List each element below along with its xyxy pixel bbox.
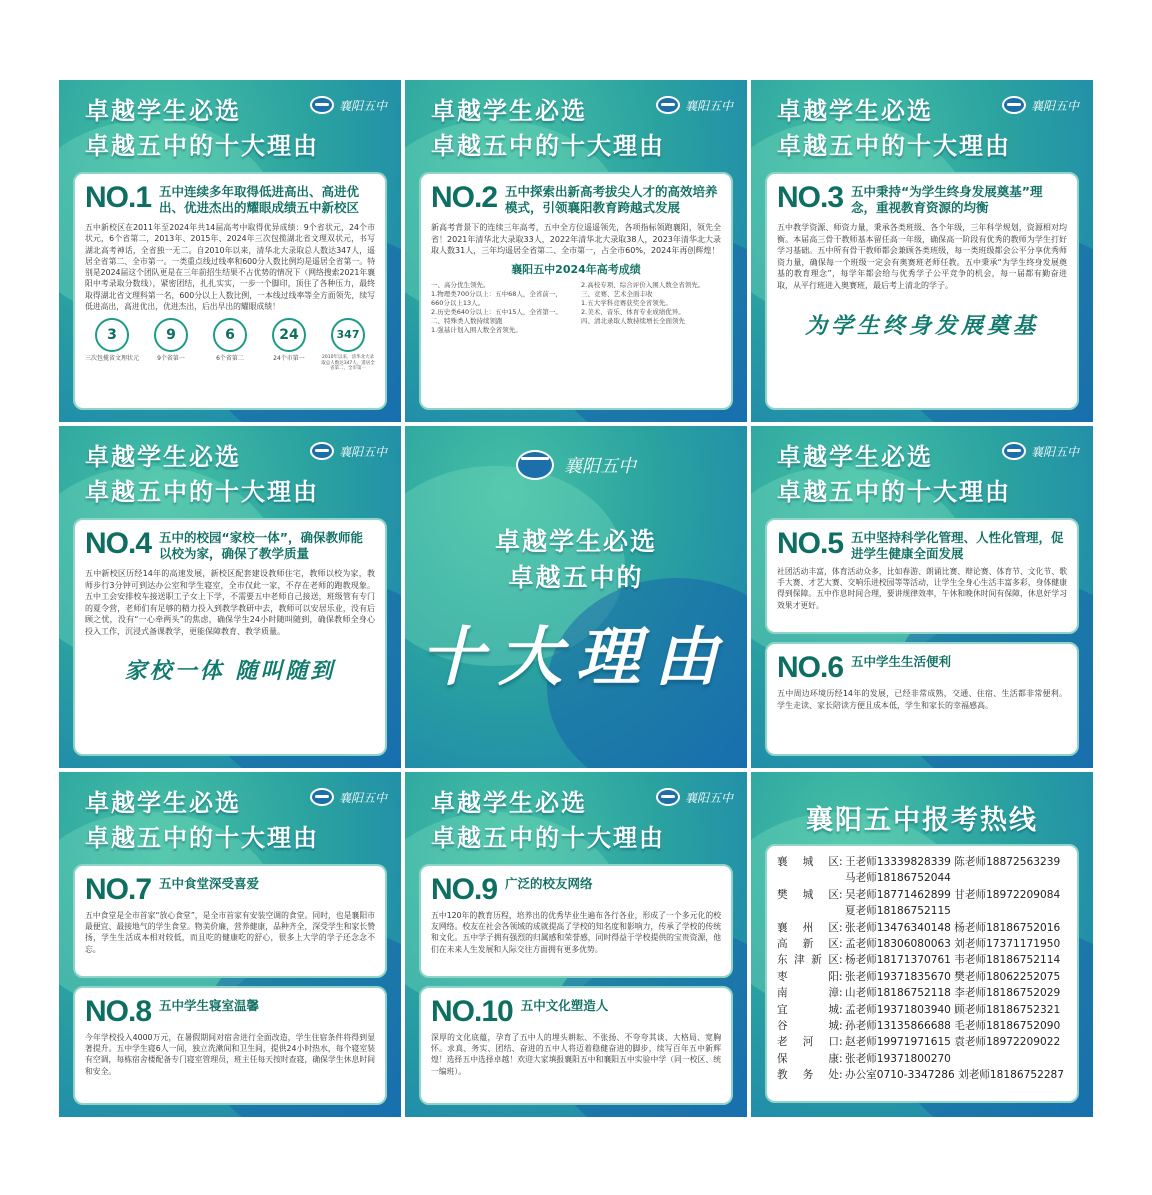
logo-text: 襄阳五中: [1030, 444, 1079, 459]
colon: :: [839, 954, 843, 967]
poster-grid: [59, 80, 1093, 1117]
school-logo-large: [405, 450, 747, 480]
hotline-title: 襄阳五中报考热线: [806, 805, 1038, 836]
tile-header: [85, 94, 319, 164]
colon: :: [839, 1069, 843, 1082]
reason-tile-1: [59, 80, 401, 422]
tile-header: [431, 94, 665, 164]
stat-number: 3: [95, 318, 129, 352]
reason-title: 五中坚持科学化管理、人性化管理，促进学生健康全面发展: [851, 530, 1064, 561]
contact-numbers[interactable]: 张老师19371800270: [845, 1052, 951, 1065]
results-subtitle: 襄阳五中2024年高考成绩: [511, 262, 641, 276]
list-item: 2.美术、音乐、体育专业成绩优异。: [581, 307, 685, 316]
stat-item: [144, 318, 198, 372]
list-item: 1.物理类700分以上：五中68人，全省前一，660分以上13人。: [431, 289, 562, 307]
logo-text: 襄阳五中: [338, 790, 387, 805]
contact-numbers[interactable]: 吴老师18771462899 甘老师18972209084: [845, 888, 1061, 901]
hotline-row: [777, 985, 1067, 1001]
school-emblem-icon: [1002, 442, 1026, 460]
reason-card: [765, 518, 1079, 634]
district-label: [777, 903, 839, 919]
header-line2: 卓越五中的十大理由: [85, 478, 319, 506]
logo-text: 襄阳五中: [564, 456, 636, 477]
logo-text: 襄阳五中: [338, 98, 387, 113]
reason-number: NO.7: [85, 873, 152, 906]
reason-card: [73, 172, 387, 410]
tile-header: [85, 786, 319, 856]
header-line2: 卓越五中的十大理由: [431, 824, 665, 852]
stat-number: 24: [272, 318, 306, 352]
school-emblem-icon: [656, 96, 680, 114]
header-line2: 卓越五中的十大理由: [431, 132, 665, 160]
stat-number: 9: [154, 318, 188, 352]
hotline-row: [777, 1051, 1067, 1067]
school-emblem-icon: [516, 450, 554, 480]
district-label: 宜城: [777, 1003, 839, 1016]
contact-numbers[interactable]: 孟老师18306080063 刘老师17371171950: [845, 938, 1061, 951]
hotline-row: [777, 920, 1067, 936]
tile-header: [85, 440, 319, 510]
district-label: 东津新区: [777, 954, 839, 967]
hotline-row: [777, 870, 1067, 886]
colon: :: [839, 1052, 843, 1065]
district-label: 老河口: [777, 1036, 839, 1049]
reason-body: 新高考背景下的连续三年高考，五中全方位遥遥领先，各项指标领跑襄阳，领先全省！2021年清华北大录取33人，2022年清华北大录取38人，2023年清华北大录取人数31人，三年均遥居全省第二、全市第一，占全市60%，2024年再创辉煌！: [431, 223, 721, 255]
colon: :: [839, 921, 843, 934]
district-label: 枣阳: [777, 970, 839, 983]
reason-number: NO.8: [85, 995, 152, 1028]
contact-numbers[interactable]: 马老师18186752044: [845, 872, 951, 885]
reason-number: NO.9: [431, 873, 498, 906]
list-item: 二、特殊类人数持续领跑: [431, 316, 503, 325]
center-line2: 卓越五中的: [508, 563, 644, 592]
reason-number: NO.2: [431, 181, 498, 214]
reason-card: [765, 172, 1079, 410]
reason-title: 五中文化塑造人: [520, 998, 609, 1013]
reason-tile-3: [751, 80, 1093, 422]
stat-label: 24个市第一: [273, 355, 305, 363]
hotline-row: [777, 936, 1067, 952]
logo-text: 襄阳五中: [338, 444, 387, 459]
header-line1: 卓越学生必选: [777, 97, 933, 125]
header-line1: 卓越学生必选: [85, 97, 241, 125]
contact-numbers[interactable]: 孙老师13135866688 毛老师18186752090: [845, 1020, 1061, 1033]
contact-numbers[interactable]: 王老师13339828339 陈老师18872563239: [845, 856, 1061, 868]
school-emblem-icon: [1002, 96, 1026, 114]
header-line1: 卓越学生必选: [777, 443, 933, 471]
school-logo: [1002, 96, 1079, 114]
reason-body: 五中周边环境历经14年的发展，已经非常成熟，交通、住宿、生活都非常便利。学生走读、家长陪读方便且成本低，学生和家长的幸福感高。: [777, 689, 1067, 710]
colon: :: [839, 970, 843, 983]
hotline-row: [777, 1034, 1067, 1050]
tile-header: [431, 786, 665, 856]
reason-title: 广泛的校友网络: [505, 876, 593, 891]
header-line1: 卓越学生必选: [85, 443, 241, 471]
district-label: 襄城区: [777, 856, 839, 868]
list-item: 三、竞赛、艺术全面丰收: [581, 289, 653, 298]
reason-tile-4: [59, 426, 401, 768]
reason-body: 五中新校区在2011年至2024年共14届高考中取得优异成绩：9个省状元，24个市状元，6个省第二，2013年、2015年、2024年三次包揽湖北省文理双状元，书写湖北高考神话，全省独一无二。自2010年以来，清华北大录取总人数达347人，遥居全省第二、全市第一。一类重点线过线率和600分人数比例均是遥居全省第一。特别是2024届这个团队更是在三年前招生结果不占优势的情况下（网络搜索2021年襄阳中考录取分数线），紧密团结，扎扎实实，一步一个脚印，顶住了各种压力，最终取得湖北省文理科第一名，600分以上人数比例，一本线过线率等全方面领先，续写低进高出，高进优出，优进杰出，后出早出的耀眼成绩！: [85, 223, 375, 312]
reason-body: 深厚的文化底蕴，孕育了五中人的埋头耕耘、不张扬、不夸夸其谈、大格局、宽胸怀。求真、务实、团结、奋进的五中人将迈着稳健奋进的脚步，续写百年五中新辉煌！选择五中选择卓越！欢迎大家填报襄阳五中和襄阳五中实验中学（同一校区、统一编班）。: [431, 1033, 721, 1076]
calligraphy-slogan: 家校一体 随叫随到: [124, 657, 336, 684]
colon: :: [839, 856, 843, 868]
contact-numbers[interactable]: 办公室0710-3347286 刘老师18186752287: [845, 1069, 1065, 1082]
reason-title: 五中的校园“家校一体”，确保教师能以校为家，确保了教学质量: [159, 530, 363, 561]
reason-title: 五中学生寝室温馨: [159, 998, 260, 1013]
results-list: [431, 281, 721, 335]
reason-card: [419, 864, 733, 978]
contact-numbers[interactable]: 山老师18186752118 李老师18186752029: [845, 987, 1061, 1000]
reason-card: [73, 986, 387, 1105]
school-logo: [310, 96, 387, 114]
header-line2: 卓越五中的十大理由: [777, 478, 1011, 506]
logo-text: 襄阳五中: [684, 790, 733, 805]
colon: :: [839, 938, 843, 951]
reason-title: 五中学生生活便利: [851, 654, 952, 669]
reason-tile-2: [405, 80, 747, 422]
center-title-tile: [405, 426, 747, 768]
colon: :: [839, 1020, 843, 1033]
hotline-row: [777, 1018, 1067, 1034]
colon: :: [839, 888, 843, 901]
district-label: 高新区: [777, 938, 839, 951]
stat-number: 6: [213, 318, 247, 352]
header-line1: 卓越学生必选: [85, 789, 241, 817]
colon: :: [839, 987, 843, 1000]
logo-text: 襄阳五中: [1030, 98, 1079, 113]
reason-title: 五中秉持“为学生终身发展奠基”理念，重视教育资源的均衡: [851, 184, 1043, 215]
logo-text: 襄阳五中: [684, 98, 733, 113]
stats-row: [85, 318, 375, 372]
contact-numbers[interactable]: 孟老师19371803940 顾老师18186752321: [845, 1003, 1061, 1016]
hotline-row: [777, 952, 1067, 968]
reason-tile-5-6: [751, 426, 1093, 768]
stat-label: 2010年以来，清华北大录取总人数达347人，遥居全省第二，全市第一: [321, 355, 375, 372]
school-logo: [310, 442, 387, 460]
stat-label: 9个省第一: [157, 355, 185, 363]
hotline-row: [777, 1002, 1067, 1018]
hotline-row: [777, 903, 1067, 919]
list-item: 一、高分优生领先。: [431, 280, 490, 289]
district-label: 樊城区: [777, 888, 839, 901]
list-item: 2.高校专项、综合评价入围人数全省领先。: [581, 280, 705, 289]
stat-number: 347: [331, 318, 365, 352]
school-logo: [656, 96, 733, 114]
hotline-row: [777, 854, 1067, 870]
hotline-tile: [751, 772, 1093, 1117]
hotline-row: [777, 969, 1067, 985]
school-emblem-icon: [310, 442, 334, 460]
center-heading: [405, 524, 747, 596]
header-line2: 卓越五中的十大理由: [777, 132, 1011, 160]
reason-body: 五中食堂是全市首家“放心食堂”，是全市首家有安装空调的食堂。同时，也是襄阳市最便宜、最接地气的学生食堂。物美价廉，营养健康，品种齐全，深受学生和家长赞扬，学生生活成本相对较低，而且吃的健康吃的舒心，很多上大学的学子还念念不忘。: [85, 911, 375, 954]
contact-numbers[interactable]: 夏老师18186752115: [845, 905, 951, 918]
school-logo: [310, 788, 387, 806]
district-label: [777, 870, 839, 886]
contact-numbers[interactable]: 杨老师18171370761 韦老师18186752114: [845, 954, 1061, 967]
school-emblem-icon: [310, 96, 334, 114]
school-emblem-icon: [656, 788, 680, 806]
colon: :: [839, 1036, 843, 1049]
school-logo: [1002, 442, 1079, 460]
district-label: 襄州区: [777, 921, 839, 934]
list-item: 2.历史类640分以上：五中15人，全省第一。: [431, 307, 562, 316]
list-item: 1.强基计划入围人数全省领先。: [431, 325, 522, 334]
reason-title: 五中探索出新高考拔尖人才的高效培养模式，引领襄阳教育跨越式发展: [505, 184, 718, 215]
school-logo: [656, 788, 733, 806]
district-label: 谷城: [777, 1020, 839, 1033]
stat-item: [321, 318, 375, 372]
reason-card: [419, 172, 733, 410]
reason-body: 社团活动丰富，体育活动众多，比如春游、朗诵比赛、辩论赛、体育节、文化节、歌手大赛、才艺大赛、交响乐进校园等等活动，让学生全身心生活丰富多彩，身体健康得到保障。五中作息时间合理，要讲规律效率，午休和晚休时间有保障，休息好学习效果才更好。: [777, 567, 1067, 610]
header-line1: 卓越学生必选: [431, 789, 587, 817]
hotline-row: [777, 887, 1067, 903]
reason-number: NO.6: [777, 651, 844, 684]
tile-header: [777, 94, 1011, 164]
hotline-card: [765, 844, 1079, 1103]
calligraphy-slogan: 为学生终身发展奠基: [804, 313, 1039, 339]
reason-number: NO.3: [777, 181, 844, 214]
hotline-row: [777, 1067, 1067, 1083]
district-label: 教务处: [777, 1069, 839, 1082]
reason-card: [419, 986, 733, 1105]
header-line2: 卓越五中的十大理由: [85, 824, 319, 852]
reason-tile-9-10: [405, 772, 747, 1117]
contact-numbers[interactable]: 赵老师19971971615 袁老师18972209022: [845, 1036, 1061, 1049]
header-line1: 卓越学生必选: [431, 97, 587, 125]
district-label: 南漳: [777, 987, 839, 1000]
list-item: 四、清北录取人数持续增长全面领先: [581, 316, 685, 325]
district-label: 保康: [777, 1052, 839, 1065]
center-big-title: 十大理由: [420, 620, 732, 695]
reason-body: 五中新校区历经14年的高速发展，新校区配套建设教师住宅，教师以校为家，教师步行3分钟可到达办公室和学生寝室，全市仅此一家，不存在老师的跑教现象。五中工会安排校车接送职工子女上下学，不需要五中老师自己接送，班级管有专门的夏令营，老师们有足够的精力投入到教学教研中去，教师可以安居乐业，没有后顾之忧，没有“一心牵两头”的焦虑，确保学生24小时随叫随到，确保教师全身心投入工作，沉浸式备课教学，更能保障教育、教学质量。: [85, 569, 375, 636]
tile-header: [777, 440, 1011, 510]
school-emblem-icon: [310, 788, 334, 806]
colon: :: [839, 1003, 843, 1016]
stat-item: [203, 318, 257, 372]
contact-numbers[interactable]: 张老师13476340148 杨老师18186752016: [845, 921, 1061, 934]
reason-body: 五中教学资源、师资力量，秉承各类班级、各个年级，三年科学规划，资源相对均衡。本届高三骨干教师基本留任高一年级，确保高一阶段有优秀的教师为学生打好学习基础。五中所有骨干教师都会兼顾各类班级，每一类班级都会公平分享优秀师资力量，确保每一个班级一定会有奥赛班老师任教。五中秉承“为学生终身发展奠基的教育理念”，每学年都会给与优秀学子公平竞争的机会，每一届都有勤奋进取，从平行班进入奥赛班，最后考上清北的学子。: [777, 223, 1067, 290]
reason-number: NO.4: [85, 527, 152, 560]
reason-card: [765, 642, 1079, 756]
reason-number: NO.5: [777, 527, 844, 560]
reason-title: 五中连续多年取得低进高出、高进优出、优进杰出的耀眼成绩五中新校区: [159, 184, 360, 215]
reason-title: 五中食堂深受喜爱: [159, 876, 260, 891]
contact-numbers[interactable]: 张老师19371835670 樊老师18062252075: [845, 970, 1061, 983]
stat-label: 三次包揽省文理状元: [85, 355, 140, 363]
reason-number: NO.10: [431, 995, 513, 1028]
stat-item: [85, 318, 139, 372]
stat-label: 6个省第二: [216, 355, 244, 363]
reason-body: 五中120年的教育历程，培养出的优秀毕业生遍布各行各业，形成了一个多元化的校友网络。校友在社会各领域的成就提高了学校的知名度和影响力，传承了学校的传统和文化。五中学子拥有强烈的归属感和荣誉感，同时得益于学校提供的宝贵资源，他们在未来人生发展和人际交往方面拥有更多优势。: [431, 911, 721, 954]
reason-tile-7-8: [59, 772, 401, 1117]
reason-number: NO.1: [85, 181, 152, 214]
header-line2: 卓越五中的十大理由: [85, 132, 319, 160]
reason-card: [73, 518, 387, 756]
list-item: 1.五大学科竞赛获奖全省领先。: [581, 298, 672, 307]
stat-item: [262, 318, 316, 372]
center-line1: 卓越学生必选: [494, 527, 657, 556]
reason-card: [73, 864, 387, 978]
reason-body: 今年学校投入4000万元，在暑假期间对宿舍进行全面改造，学生住宿条件将得到显著提升。五中学生寝6人一间，独立洗漱间和卫生间，提供24小时热水，每个寝室装有空调，每栋宿舍楼配备专门寝室管理员，班主任每天按时查寝，确保学生休息时间和安全。: [85, 1033, 375, 1076]
